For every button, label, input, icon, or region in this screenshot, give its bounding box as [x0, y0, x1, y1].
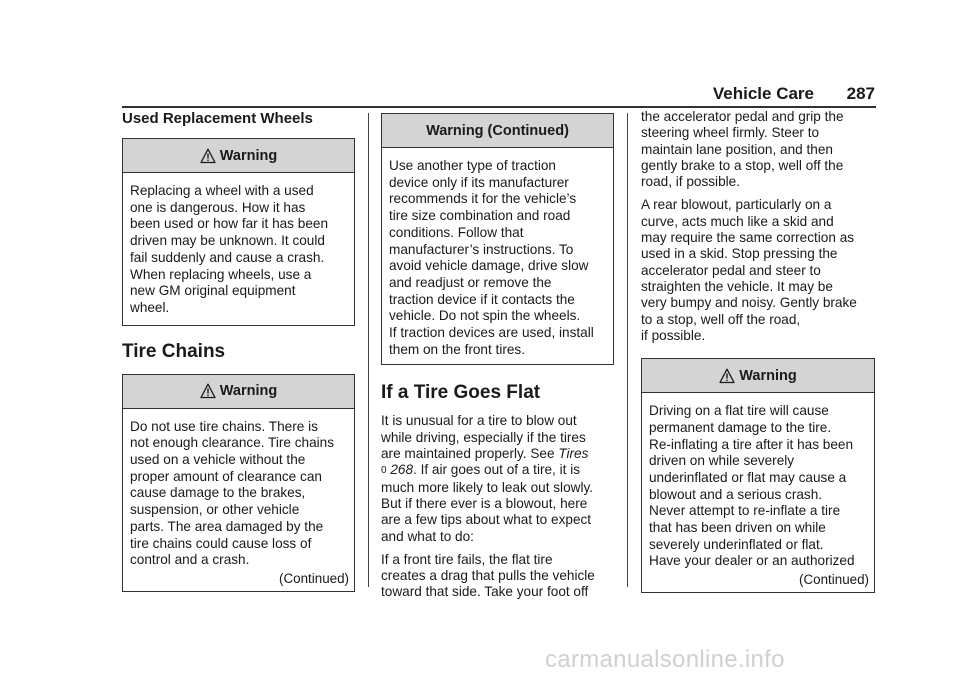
tires-reference-link[interactable]: Tires [558, 446, 589, 462]
tire-chains-heading: Tire Chains [122, 340, 226, 362]
warning-icon [200, 148, 216, 164]
warning-title: Warning (Continued) [426, 122, 569, 139]
column-3 [641, 109, 875, 593]
intro-text-b: . If air goes out of a tire, it is much more likely to leak out slowly. But if there ever is a blowout, here are a few tips about what to expect and what to do: [381, 462, 594, 544]
page-header [122, 84, 876, 102]
page-reference-link[interactable]: 268 [390, 462, 414, 478]
intro-text-a: It is unusual for a tire to blow out while driving, especially if the tires are maintained properly. See [381, 413, 586, 462]
warning-text: Do not use tire chains. There is not enough clearance. Tire chains used on a vehicle without the proper amount of clearance can cause damage to the brakes, suspension, or other vehicle parts. The area damaged by the tire chains could cause loss of control and a crash. [130, 418, 335, 568]
column-divider-1 [368, 113, 369, 587]
front-tire-paragraph: If a front tire fails, the flat tire creates a drag that pulls the vehicle toward that side. Take your foot off [381, 551, 595, 600]
warning-icon [200, 383, 216, 399]
warning-header [382, 114, 613, 148]
warning-header [642, 359, 874, 393]
warning-text: Use another type of traction device only if its manufacturer recommends it for the vehicle’s tire size combination and road conditions. Follow that manufacturer’s instructions. To avoid vehicle damage, drive slow and readjust or remove the traction device if it contacts the vehicle. Do not spin the wheels. If traction devices are used, install them on the front tires. [389, 158, 594, 357]
column-2 [381, 113, 614, 601]
section-title: Vehicle Care [712, 84, 814, 103]
used-wheels-heading: Used Replacement Wheels [122, 110, 313, 127]
warning-title: Warning [219, 383, 278, 400]
watermark: carmanualsonline.info [545, 646, 785, 673]
rear-blowout-paragraph: A rear blowout, particularly on a curve, acts much like a skid and may require the same correction as used in a skid. Stop pressing the accelerator pedal and steer to straighten the vehicle. It may be very bumpy and noisy. Gently brake to a stop, well off the road, if possible. [641, 197, 857, 343]
warning-icon [719, 368, 735, 384]
warning-header [123, 375, 354, 409]
flat-tire-heading: If a Tire Goes Flat [381, 382, 541, 404]
warning-box-tire-chains [122, 374, 355, 592]
page-ref-arrow-icon: 0 [381, 465, 387, 477]
warning-title: Warning [739, 367, 797, 384]
flat-tire-intro [381, 413, 614, 544]
warning-text: Driving on a flat tire will cause permanent damage to the tire. Re-inflating a tire after it has been driven on while severely underinflated or flat may cause a blowout and a serious crash. Never attempt to re-inflate a tire that has been driven on while severely underinflated or flat. Have your dealer or an authorized [649, 403, 855, 569]
column-divider-2 [627, 113, 628, 587]
warning-box-continued [381, 113, 614, 365]
page-number: 287 [846, 84, 875, 103]
warning-box-flat-tire [641, 358, 875, 593]
warning-header [123, 139, 354, 173]
warning-box-used-wheels [122, 138, 355, 326]
header-rule [122, 106, 876, 108]
column-1 [122, 110, 355, 592]
continued-label: (Continued) [799, 572, 869, 588]
continued-label: (Continued) [279, 570, 349, 586]
warning-title: Warning [219, 147, 278, 164]
warning-text: Replacing a wheel with a used one is dangerous. How it has been used or how far it has been driven may be unknown. It could fail suddenly and cause a crash. When replacing wheels, use a new GM original equipment wheel. [130, 183, 328, 315]
continued-paragraph: the accelerator pedal and grip the steering wheel firmly. Steer to maintain lane position, and then gently brake to a stop, well off the road, if possible. [641, 109, 844, 190]
